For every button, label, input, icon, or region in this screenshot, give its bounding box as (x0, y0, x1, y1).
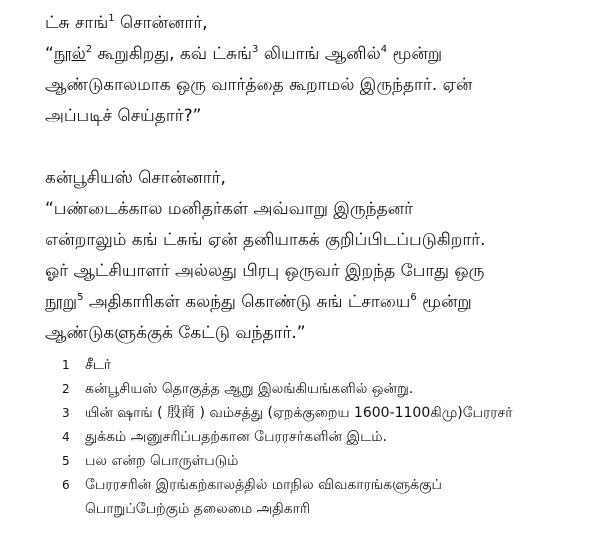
underlined-book-word: நூல் (53, 44, 86, 64)
footnote (45, 353, 586, 377)
footnote-line: கன்பூசியஸ் தொகுத்த ஆறு இலங்கியங்களில் ஒன்று. (85, 381, 414, 397)
text-run: ட்சு சாங் (45, 13, 109, 33)
footnote-text (85, 425, 387, 449)
text-line: ஆண்டுகாலமாக ஒரு வார்த்தை கூறாமல் இருந்தார். ஏன் (45, 75, 473, 95)
text-line (45, 287, 586, 318)
footnote-number: 1 (62, 358, 70, 372)
footnote-line: யின் ஷாங் ( 殷商 ) வம்சத்து (ஏறக்குறைய 1600-1100கிமு)பேரரசர் (85, 405, 513, 421)
text-line: அப்படிச் செய்தார்?” (45, 106, 202, 126)
text-line: ஆண்டுகளுக்குக் கேட்டு வந்தார்.” (45, 323, 306, 343)
footnote-text (85, 401, 513, 425)
text-line: “பண்டைக்கால மனிதர்கள் அவ்வாறு இருந்தனர் (45, 199, 414, 219)
text-line (45, 39, 586, 70)
footnote-number: 2 (62, 382, 70, 396)
text-run: சொன்னார், (114, 13, 208, 33)
footnote (45, 449, 586, 473)
footnote-line: பல என்ற பொருள்படும் (85, 453, 239, 469)
text-run: மூன்று (416, 292, 472, 312)
text-run: அதிகாரிகள் கலந்து கொண்டு சுங் ட்சாயை (83, 292, 411, 312)
footnote-line: சீடர் (85, 357, 112, 373)
footnote (45, 425, 586, 449)
footnote (45, 401, 586, 425)
text-run: “ (45, 44, 54, 64)
footnote-line: பேரரசரின் இரங்கற்காலத்தில் மாநில விவகாரங்களுக்குப் (85, 477, 442, 493)
footnote-number: 4 (62, 430, 70, 444)
text-run: கூறுகிறது, கவ் ட்சுங் (92, 44, 252, 64)
footnote-text (85, 353, 111, 377)
footnote (45, 377, 586, 401)
footnote-ref: 3 (251, 44, 259, 55)
footnote-text (85, 473, 442, 521)
footnote-ref: 2 (85, 44, 93, 55)
footnote-ref: 5 (77, 292, 84, 303)
footnote (45, 473, 586, 521)
text-run: லியாங் ஆனில் (258, 44, 381, 64)
paragraph-gap (45, 132, 586, 163)
footnote-number: 3 (62, 406, 70, 420)
footnote-line: துக்கம் அனுசரிப்பதற்கான பேரரசர்களின் இடம். (85, 429, 387, 445)
footnote-line: பொறுப்பேற்கும் தலைமை அதிகாரி (85, 501, 311, 517)
footnote-ref: 1 (108, 13, 115, 24)
footnotes-list (45, 353, 586, 521)
text-line: ஓர் ஆட்சியாளர் அல்லது பிரபு ஒருவர் இறந்த போது ஒரு (45, 261, 485, 281)
footnote-text (85, 449, 238, 473)
text-run: நூறு (45, 292, 78, 312)
footnote-ref: 4 (380, 44, 388, 55)
text-line (45, 8, 586, 39)
footnote-ref: 6 (410, 292, 417, 303)
text-line: என்றாலும் கங் ட்சுங் ஏன் தனியாகக் குறிப்பிடப்படுகிறார். (45, 230, 486, 250)
paragraph-confucius (45, 163, 586, 349)
footnote-number: 6 (62, 478, 70, 492)
footnote-text (85, 377, 413, 401)
footnote-number: 5 (62, 454, 70, 468)
text-run: மூன்று (387, 44, 443, 64)
paragraph-tsu-chang (45, 8, 586, 132)
text-line: கன்பூசியஸ் சொன்னார், (45, 168, 226, 188)
